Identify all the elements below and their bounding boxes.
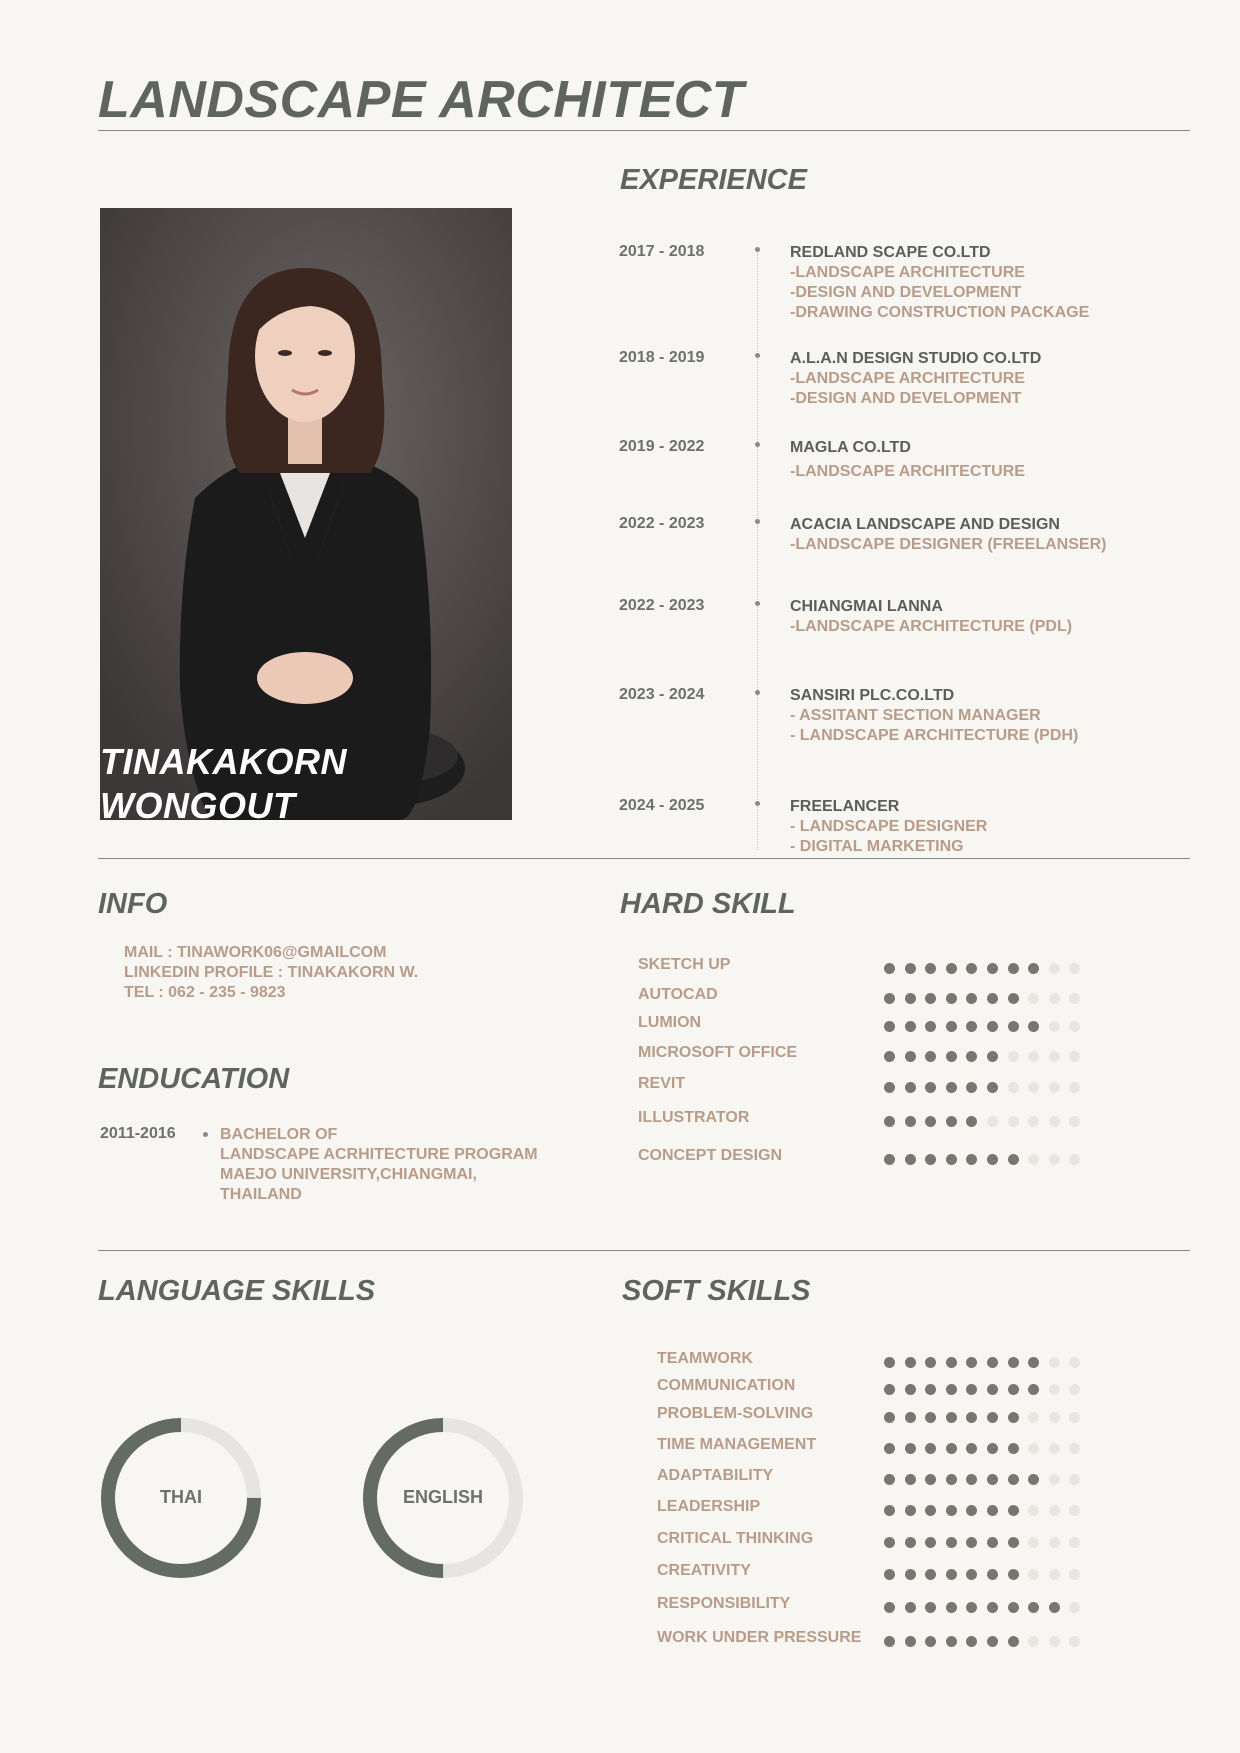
soft-skill-dot xyxy=(1028,1636,1039,1647)
education-bullet xyxy=(203,1132,208,1137)
soft-skill-dot xyxy=(1028,1602,1039,1613)
experience-years: 2022 - 2023 xyxy=(619,515,705,532)
soft-skill-dot xyxy=(925,1474,936,1485)
hard-skill-rating xyxy=(884,1082,1084,1094)
info-heading: INFO xyxy=(98,888,168,920)
hard-skill-dot xyxy=(987,1154,998,1165)
soft-skill-dot xyxy=(884,1636,895,1647)
soft-skill-dot xyxy=(925,1602,936,1613)
soft-skill-dot xyxy=(1069,1384,1080,1395)
hard-skill-dot xyxy=(1028,1154,1039,1165)
hard-skill-label: SKETCH UP xyxy=(638,956,731,973)
profile-photo xyxy=(100,208,512,820)
experience-duty: -DRAWING CONSTRUCTION PACKAGE xyxy=(790,304,1090,321)
hard-skill-dot xyxy=(946,1116,957,1127)
experience-company: FREELANCER xyxy=(790,798,900,815)
soft-skill-dot xyxy=(966,1384,977,1395)
soft-skill-dot xyxy=(1069,1443,1080,1454)
experience-duty: -LANDSCAPE DESIGNER (FREELANSER) xyxy=(790,536,1107,553)
soft-skill-dot xyxy=(966,1569,977,1580)
soft-skill-dot xyxy=(884,1412,895,1423)
page-title: LANDSCAPE ARCHITECT xyxy=(98,71,745,129)
soft-skill-dot xyxy=(1008,1384,1019,1395)
soft-skill-dot xyxy=(946,1636,957,1647)
education-line: LANDSCAPE ACRHITECTURE PROGRAM xyxy=(220,1146,538,1163)
experience-duty: - ASSITANT SECTION MANAGER xyxy=(790,707,1041,724)
timeline-dot xyxy=(755,519,760,524)
soft-skill-dot xyxy=(1008,1505,1019,1516)
hard-skill-dot xyxy=(1049,1051,1060,1062)
soft-skill-dot xyxy=(966,1602,977,1613)
hard-skill-dot xyxy=(1049,1116,1060,1127)
hard-skill-dot xyxy=(1069,1021,1080,1032)
soft-skill-dot xyxy=(987,1384,998,1395)
soft-skill-rating xyxy=(884,1602,1084,1614)
hard-skill-rating xyxy=(884,1051,1084,1063)
hard-skill-dot xyxy=(966,1051,977,1062)
hard-skill-label: LUMION xyxy=(638,1014,702,1031)
soft-skill-rating xyxy=(884,1505,1084,1517)
soft-skill-dot xyxy=(905,1537,916,1548)
experience-company: ACACIA LANDSCAPE AND DESIGN xyxy=(790,516,1060,533)
soft-skill-dot xyxy=(925,1412,936,1423)
education-line: THAILAND xyxy=(220,1186,302,1203)
experience-duty: -DESIGN AND DEVELOPMENT xyxy=(790,284,1022,301)
soft-skill-dot xyxy=(987,1357,998,1368)
soft-skill-dot xyxy=(966,1537,977,1548)
hard-skill-dot xyxy=(987,1082,998,1093)
soft-skill-dot xyxy=(884,1602,895,1613)
experience-duty: -LANDSCAPE ARCHITECTURE (PDL) xyxy=(790,618,1073,635)
soft-skill-dot xyxy=(946,1602,957,1613)
experience-company: CHIANGMAI LANNA xyxy=(790,598,943,615)
hard-skill-dot xyxy=(1069,1154,1080,1165)
soft-skill-dot xyxy=(905,1384,916,1395)
soft-skill-dot xyxy=(1049,1443,1060,1454)
soft-skill-dot xyxy=(1028,1412,1039,1423)
soft-skill-dot xyxy=(884,1569,895,1580)
experience-duty: - LANDSCAPE ARCHITECTURE (PDH) xyxy=(790,727,1079,744)
hard-skill-dot xyxy=(884,1051,895,1062)
soft-skill-dot xyxy=(966,1474,977,1485)
soft-skill-dot xyxy=(1008,1537,1019,1548)
language-label: ENGLISH xyxy=(402,1487,483,1507)
hard-skill-dot xyxy=(987,1021,998,1032)
soft-skill-rating xyxy=(884,1636,1084,1648)
hard-skill-dot xyxy=(925,1116,936,1127)
soft-skill-dot xyxy=(966,1505,977,1516)
soft-skill-dot xyxy=(946,1537,957,1548)
hard-skill-label: MICROSOFT OFFICE xyxy=(638,1044,798,1061)
soft-skill-dot xyxy=(925,1537,936,1548)
soft-skill-dot xyxy=(1069,1505,1080,1516)
soft-skill-dot xyxy=(1028,1357,1039,1368)
hard-skill-dot xyxy=(966,1021,977,1032)
soft-skill-label: COMMUNICATION xyxy=(657,1377,796,1394)
soft-skill-rating xyxy=(884,1412,1084,1424)
hard-skill-heading: HARD SKILL xyxy=(620,888,796,920)
soft-skill-dot xyxy=(1049,1505,1060,1516)
soft-skill-dot xyxy=(1008,1636,1019,1647)
soft-skill-dot xyxy=(1049,1412,1060,1423)
soft-skill-dot xyxy=(1008,1443,1019,1454)
soft-skill-dot xyxy=(1049,1357,1060,1368)
soft-skill-dot xyxy=(1049,1537,1060,1548)
hard-skill-dot xyxy=(966,993,977,1004)
hard-skill-dot xyxy=(946,963,957,974)
hard-skill-dot xyxy=(905,993,916,1004)
experience-duty: - DIGITAL MARKETING xyxy=(790,838,964,855)
soft-skill-rating xyxy=(884,1537,1084,1549)
soft-skill-dot xyxy=(1028,1505,1039,1516)
hard-skill-dot xyxy=(925,1051,936,1062)
hard-skill-dot xyxy=(925,1021,936,1032)
soft-skill-dot xyxy=(1049,1602,1060,1613)
experience-duty: - LANDSCAPE DESIGNER xyxy=(790,818,988,835)
soft-skill-dot xyxy=(905,1505,916,1516)
experience-duty: -LANDSCAPE ARCHITECTURE xyxy=(790,264,1025,281)
soft-skill-dot xyxy=(946,1443,957,1454)
language-heading: LANGUAGE SKILLS xyxy=(98,1275,376,1307)
soft-skill-dot xyxy=(905,1412,916,1423)
hard-skill-dot xyxy=(905,1082,916,1093)
soft-skill-dot xyxy=(946,1412,957,1423)
hard-skill-dot xyxy=(946,1051,957,1062)
soft-skill-dot xyxy=(946,1357,957,1368)
hard-skill-dot xyxy=(987,1051,998,1062)
hard-skill-dot xyxy=(925,1154,936,1165)
soft-skill-dot xyxy=(1069,1412,1080,1423)
hard-skill-rating xyxy=(884,993,1084,1005)
soft-skill-label: CRITICAL THINKING xyxy=(657,1530,814,1547)
soft-skill-rating xyxy=(884,1384,1084,1396)
hard-skill-dot xyxy=(987,1116,998,1127)
soft-skill-label: TIME MANAGEMENT xyxy=(657,1436,817,1453)
hard-skill-rating xyxy=(884,1154,1084,1166)
soft-skill-dot xyxy=(1049,1569,1060,1580)
hard-skill-dot xyxy=(905,1154,916,1165)
experience-company: SANSIRI PLC.CO.LTD xyxy=(790,687,955,704)
hard-skill-dot xyxy=(1028,993,1039,1004)
soft-skill-dot xyxy=(905,1474,916,1485)
soft-skill-dot xyxy=(925,1384,936,1395)
soft-skill-dot xyxy=(1028,1537,1039,1548)
experience-duty: -DESIGN AND DEVELOPMENT xyxy=(790,390,1022,407)
hard-skill-dot xyxy=(1069,963,1080,974)
hard-skill-dot xyxy=(1028,1116,1039,1127)
hard-skill-dot xyxy=(1049,1082,1060,1093)
soft-skill-dot xyxy=(884,1505,895,1516)
experience-company: MAGLA CO.LTD xyxy=(790,439,911,456)
language-label: THAI xyxy=(160,1487,202,1507)
soft-skill-label: RESPONSIBILITY xyxy=(657,1595,791,1612)
education-line: MAEJO UNIVERSITY,CHIANGMAI, xyxy=(220,1166,477,1183)
soft-skill-dot xyxy=(884,1443,895,1454)
experience-years: 2018 - 2019 xyxy=(619,349,705,366)
experience-duty: -LANDSCAPE ARCHITECTURE xyxy=(790,370,1025,387)
timeline-dot xyxy=(755,601,760,606)
soft-skill-dot xyxy=(946,1384,957,1395)
hard-skill-rating xyxy=(884,1116,1084,1128)
soft-skill-dot xyxy=(925,1357,936,1368)
experience-years: 2023 - 2024 xyxy=(619,686,705,703)
soft-skill-dot xyxy=(1028,1569,1039,1580)
soft-skill-dot xyxy=(966,1357,977,1368)
name-first: TINAKAKORN xyxy=(100,741,347,782)
soft-skill-dot xyxy=(884,1537,895,1548)
soft-skill-dot xyxy=(1008,1569,1019,1580)
hard-skill-dot xyxy=(1028,963,1039,974)
soft-skill-dot xyxy=(987,1602,998,1613)
hard-skill-dot xyxy=(884,963,895,974)
soft-skill-dot xyxy=(987,1443,998,1454)
timeline-line xyxy=(757,250,758,850)
hard-skill-dot xyxy=(1049,993,1060,1004)
soft-skill-dot xyxy=(987,1636,998,1647)
language-ring xyxy=(356,1411,530,1585)
soft-skill-dot xyxy=(905,1569,916,1580)
soft-skill-dot xyxy=(1069,1357,1080,1368)
soft-skill-dot xyxy=(966,1636,977,1647)
soft-skill-dot xyxy=(946,1505,957,1516)
soft-skill-dot xyxy=(905,1602,916,1613)
hard-skill-dot xyxy=(884,1082,895,1093)
hard-skill-dot xyxy=(966,1082,977,1093)
hard-skill-dot xyxy=(925,1082,936,1093)
soft-skill-dot xyxy=(1008,1474,1019,1485)
name-last: WONGOUT xyxy=(100,785,296,820)
hard-skill-dot xyxy=(966,1116,977,1127)
hard-skill-dot xyxy=(905,1051,916,1062)
soft-skill-dot xyxy=(1028,1474,1039,1485)
soft-skill-dot xyxy=(905,1443,916,1454)
hard-skill-dot xyxy=(1028,1021,1039,1032)
hard-skill-dot xyxy=(925,993,936,1004)
soft-skill-dot xyxy=(987,1474,998,1485)
hard-skill-label: AUTOCAD xyxy=(638,986,718,1003)
hard-skill-dot xyxy=(1069,1116,1080,1127)
soft-skill-dot xyxy=(1049,1384,1060,1395)
soft-skill-label: LEADERSHIP xyxy=(657,1498,761,1515)
soft-skill-dot xyxy=(1008,1412,1019,1423)
hard-skill-dot xyxy=(1069,993,1080,1004)
hard-skill-rating xyxy=(884,963,1084,975)
soft-skill-rating xyxy=(884,1474,1084,1486)
info-tel: TEL : 062 - 235 - 9823 xyxy=(124,984,286,1001)
soft-skill-label: PROBLEM-SOLVING xyxy=(657,1405,814,1422)
hard-skill-label: REVIT xyxy=(638,1075,686,1092)
hard-skill-dot xyxy=(987,993,998,1004)
hard-skill-dot xyxy=(1008,1116,1019,1127)
experience-years: 2024 - 2025 xyxy=(619,797,705,814)
soft-skill-dot xyxy=(1008,1602,1019,1613)
soft-skill-dot xyxy=(987,1412,998,1423)
hard-skill-dot xyxy=(884,993,895,1004)
portrait-illustration xyxy=(100,208,512,820)
hard-skill-label: ILLUSTRATOR xyxy=(638,1109,750,1126)
soft-skill-label: ADAPTABILITY xyxy=(657,1467,774,1484)
hard-skill-dot xyxy=(946,1082,957,1093)
hard-skill-dot xyxy=(925,963,936,974)
soft-skill-dot xyxy=(946,1569,957,1580)
hard-skill-dot xyxy=(905,963,916,974)
hard-skill-dot xyxy=(884,1021,895,1032)
soft-skill-dot xyxy=(1069,1636,1080,1647)
soft-skill-dot xyxy=(884,1357,895,1368)
soft-skill-dot xyxy=(925,1569,936,1580)
soft-skill-dot xyxy=(884,1384,895,1395)
soft-skill-dot xyxy=(925,1636,936,1647)
experience-duty: -LANDSCAPE ARCHITECTURE xyxy=(790,463,1025,480)
hard-skill-dot xyxy=(1008,1021,1019,1032)
hard-skill-dot xyxy=(1049,1021,1060,1032)
soft-skill-rating xyxy=(884,1357,1084,1369)
info-mail: MAIL : TINAWORK06@GMAILCOM xyxy=(124,944,387,961)
soft-skill-dot xyxy=(1069,1569,1080,1580)
hard-skill-dot xyxy=(1008,1051,1019,1062)
soft-skill-rating xyxy=(884,1443,1084,1455)
experience-company: REDLAND SCAPE CO.LTD xyxy=(790,244,991,261)
soft-skill-dot xyxy=(966,1443,977,1454)
soft-skill-dot xyxy=(987,1505,998,1516)
experience-company: A.L.A.N DESIGN STUDIO CO.LTD xyxy=(790,350,1042,367)
hard-skill-dot xyxy=(966,1154,977,1165)
soft-skill-dot xyxy=(925,1443,936,1454)
hard-skill-dot xyxy=(1008,993,1019,1004)
soft-skill-rating xyxy=(884,1569,1084,1581)
title-divider xyxy=(98,130,1190,131)
soft-skill-dot xyxy=(1049,1636,1060,1647)
hard-skill-dot xyxy=(946,993,957,1004)
soft-skill-dot xyxy=(966,1412,977,1423)
soft-skill-dot xyxy=(905,1636,916,1647)
info-linkedin: LINKEDIN PROFILE : TINAKAKORN W. xyxy=(124,964,419,981)
experience-years: 2019 - 2022 xyxy=(619,438,705,455)
soft-skill-dot xyxy=(1069,1602,1080,1613)
timeline-dot xyxy=(755,247,760,252)
soft-skill-dot xyxy=(884,1474,895,1485)
soft-skill-dot xyxy=(905,1357,916,1368)
timeline-dot xyxy=(755,801,760,806)
hard-skill-dot xyxy=(1028,1051,1039,1062)
soft-skills-heading: SOFT SKILLS xyxy=(622,1275,811,1307)
timeline-dot xyxy=(755,353,760,358)
hard-skill-dot xyxy=(884,1154,895,1165)
hard-skill-dot xyxy=(1008,1154,1019,1165)
hard-skill-dot xyxy=(1069,1051,1080,1062)
hard-skill-dot xyxy=(1049,963,1060,974)
hard-skill-dot xyxy=(905,1116,916,1127)
soft-skill-dot xyxy=(1028,1384,1039,1395)
soft-skill-dot xyxy=(1069,1474,1080,1485)
education-heading: ENDUCATION xyxy=(98,1063,290,1095)
section-divider-2 xyxy=(98,1250,1190,1251)
education-line: BACHELOR OF xyxy=(220,1126,338,1143)
hard-skill-dot xyxy=(966,963,977,974)
hard-skill-dot xyxy=(1028,1082,1039,1093)
soft-skill-label: TEAMWORK xyxy=(657,1350,753,1367)
soft-skill-label: CREATIVITY xyxy=(657,1562,751,1579)
hard-skill-dot xyxy=(946,1021,957,1032)
hard-skill-dot xyxy=(1069,1082,1080,1093)
soft-skill-dot xyxy=(925,1505,936,1516)
soft-skill-dot xyxy=(987,1537,998,1548)
education-years: 2011-2016 xyxy=(100,1125,176,1142)
soft-skill-label: WORK UNDER PRESSURE xyxy=(657,1629,862,1646)
hard-skill-dot xyxy=(884,1116,895,1127)
soft-skill-dot xyxy=(1069,1537,1080,1548)
hard-skill-label: CONCEPT DESIGN xyxy=(638,1147,783,1164)
soft-skill-dot xyxy=(1008,1357,1019,1368)
hard-skill-dot xyxy=(1049,1154,1060,1165)
hard-skill-dot xyxy=(1008,1082,1019,1093)
timeline-dot xyxy=(755,690,760,695)
soft-skill-dot xyxy=(1028,1443,1039,1454)
hard-skill-dot xyxy=(987,963,998,974)
hard-skill-rating xyxy=(884,1021,1084,1033)
soft-skill-dot xyxy=(1049,1474,1060,1485)
section-divider-1 xyxy=(98,858,1190,859)
hard-skill-dot xyxy=(905,1021,916,1032)
timeline-dot xyxy=(755,442,760,447)
soft-skill-dot xyxy=(946,1474,957,1485)
hard-skill-dot xyxy=(1008,963,1019,974)
experience-years: 2022 - 2023 xyxy=(619,597,705,614)
experience-heading: EXPERIENCE xyxy=(620,164,807,196)
hard-skill-dot xyxy=(946,1154,957,1165)
language-ring xyxy=(94,1411,268,1585)
experience-years: 2017 - 2018 xyxy=(619,243,705,260)
soft-skill-dot xyxy=(987,1569,998,1580)
